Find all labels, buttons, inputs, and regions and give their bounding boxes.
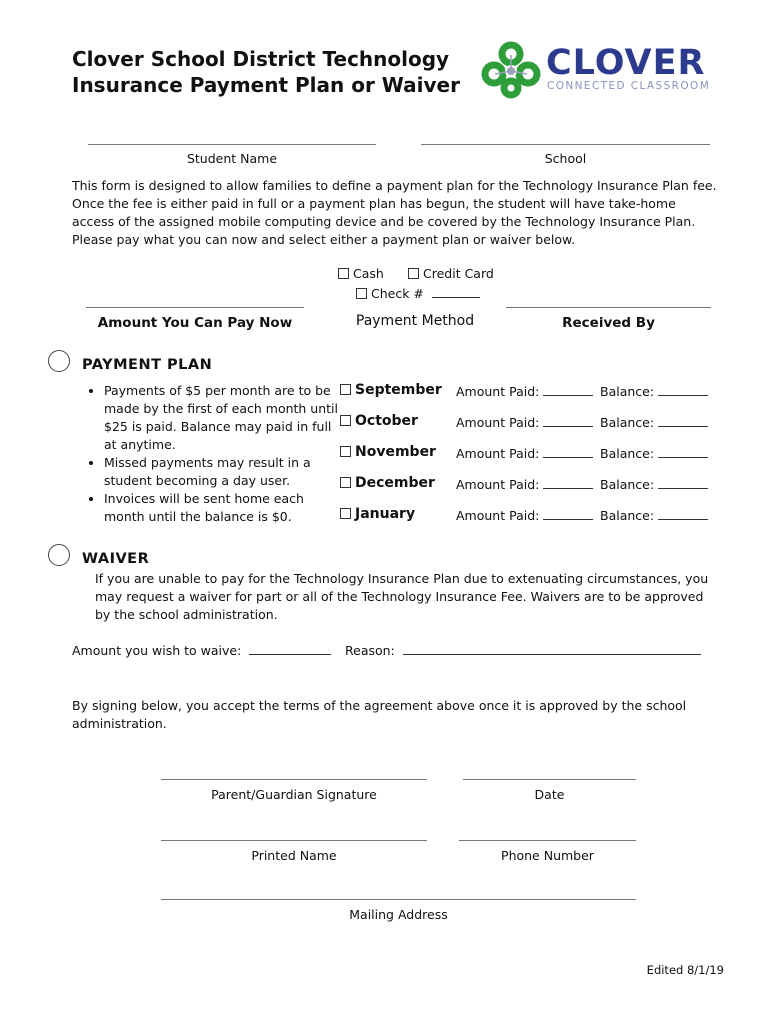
reason-field[interactable] (345, 643, 701, 658)
printed-name-label: Printed Name (251, 848, 337, 863)
balance-label: Balance: (600, 508, 655, 523)
amount-paid-field[interactable] (456, 446, 593, 461)
phone-line[interactable] (459, 840, 636, 841)
cash-option[interactable] (338, 266, 384, 281)
term-item: • Invoices will be sent home each month until the balance is $0. (104, 490, 340, 526)
form-title (72, 46, 460, 98)
check-checkbox[interactable] (356, 288, 367, 299)
amount-paid-label: Amount Paid: (456, 415, 540, 430)
credit-card-option[interactable] (408, 266, 494, 281)
waiver-heading: WAIVER (82, 551, 150, 567)
september-checkbox[interactable] (340, 384, 351, 395)
date-line[interactable] (463, 779, 636, 780)
reason-input[interactable] (403, 643, 701, 655)
month-row-december (340, 475, 720, 497)
month-label: January (355, 506, 416, 522)
phone-label: Phone Number (501, 848, 594, 863)
amount-paid-label: Amount Paid: (456, 446, 540, 461)
check-label: Check # (371, 286, 424, 301)
amount-paid-label: Amount Paid: (456, 477, 540, 492)
waive-amount-label: Amount you wish to waive: (72, 643, 242, 658)
waiver-radio[interactable] (48, 544, 70, 566)
waiver-paragraph: If you are unable to pay for the Technology Insurance Plan due to extenuating circumstances, you may request a waiver for part or all of the Technology Insurance Fee. Waivers are to be approved by the school administration. (95, 571, 709, 622)
january-option[interactable] (340, 506, 415, 522)
balance-field[interactable] (600, 415, 708, 430)
december-checkbox[interactable] (340, 477, 351, 488)
mailing-address-line[interactable] (161, 899, 636, 900)
student-name-label: Student Name (186, 151, 278, 166)
waive-amount-field[interactable] (72, 643, 331, 658)
month-label: October (355, 413, 418, 429)
balance-label: Balance: (600, 384, 655, 399)
received-by-label: Received By (562, 315, 655, 331)
credit-card-label: Credit Card (423, 266, 494, 281)
month-row-november (340, 444, 720, 466)
title-line-2: Insurance Payment Plan or Waiver (72, 73, 460, 97)
november-checkbox[interactable] (340, 446, 351, 457)
balance-label: Balance: (600, 415, 655, 430)
edited-date: Edited 8/1/19 (646, 963, 724, 977)
date-label: Date (534, 787, 565, 802)
balance-field[interactable] (600, 446, 708, 461)
balance-field[interactable] (600, 508, 708, 523)
cash-checkbox[interactable] (338, 268, 349, 279)
amount-paid-field[interactable] (456, 477, 593, 492)
january-checkbox[interactable] (340, 508, 351, 519)
logo-tagline: CONNECTED CLASSROOM (547, 80, 711, 92)
month-row-january (340, 506, 720, 528)
balance-label: Balance: (600, 446, 655, 461)
waive-amount-input[interactable] (249, 643, 331, 655)
amount-paid-field[interactable] (456, 415, 593, 430)
amount-paid-field[interactable] (456, 384, 593, 399)
balance-label: Balance: (600, 477, 655, 492)
term-item: • Missed payments may result in a student becoming a day user. (104, 454, 340, 490)
balance-field[interactable] (600, 384, 708, 399)
october-checkbox[interactable] (340, 415, 351, 426)
check-option[interactable] (356, 286, 480, 301)
month-row-september (340, 382, 720, 404)
check-number-field[interactable] (432, 286, 480, 298)
october-option[interactable] (340, 413, 418, 429)
cash-label: Cash (353, 266, 384, 281)
payment-plan-terms (90, 382, 340, 526)
logo-wordmark: CLOVER (546, 43, 706, 83)
printed-name-line[interactable] (161, 840, 427, 841)
payment-plan-heading: PAYMENT PLAN (82, 357, 213, 373)
clover-leaf-icon (480, 40, 542, 100)
student-name-line[interactable] (88, 144, 376, 145)
signature-line[interactable] (161, 779, 427, 780)
reason-label: Reason: (345, 643, 395, 658)
school-line[interactable] (421, 144, 710, 145)
payment-method-label: Payment Method (355, 313, 475, 329)
month-row-october (340, 413, 720, 435)
balance-field[interactable] (600, 477, 708, 492)
amount-paid-field[interactable] (456, 508, 593, 523)
agreement-paragraph: By signing below, you accept the terms of the agreement above once it is approved by the school administration. (72, 698, 687, 731)
mailing-address-label: Mailing Address (349, 907, 448, 922)
month-label: November (355, 444, 436, 460)
received-by-line[interactable] (506, 307, 711, 308)
month-label: September (355, 382, 442, 398)
credit-card-checkbox[interactable] (408, 268, 419, 279)
amount-now-line[interactable] (86, 307, 304, 308)
amount-paid-label: Amount Paid: (456, 508, 540, 523)
november-option[interactable] (340, 444, 436, 460)
payment-plan-radio[interactable] (48, 350, 70, 372)
amount-now-label: Amount You Can Pay Now (97, 315, 293, 331)
term-item: • Payments of $5 per month are to be made by the first of each month until $25 is paid. Balance may paid in full at anytime. (104, 382, 340, 454)
school-label: School (544, 151, 587, 166)
title-line-1: Clover School District Technology (72, 47, 450, 71)
amount-paid-label: Amount Paid: (456, 384, 540, 399)
signature-label: Parent/Guardian Signature (211, 787, 377, 802)
month-label: December (355, 475, 435, 491)
intro-paragraph: This form is designed to allow families to define a payment plan for the Technology Insurance Plan fee. Once the fee is either paid in full or a payment plan has begun, the student will have take-home access of the assigned mobile computing device and be covered by the Technology Insurance Plan. Please pay what you can now and select either a payment plan or waiver below. (72, 178, 717, 247)
september-option[interactable] (340, 382, 442, 398)
clover-logo (480, 40, 720, 100)
december-option[interactable] (340, 475, 435, 491)
